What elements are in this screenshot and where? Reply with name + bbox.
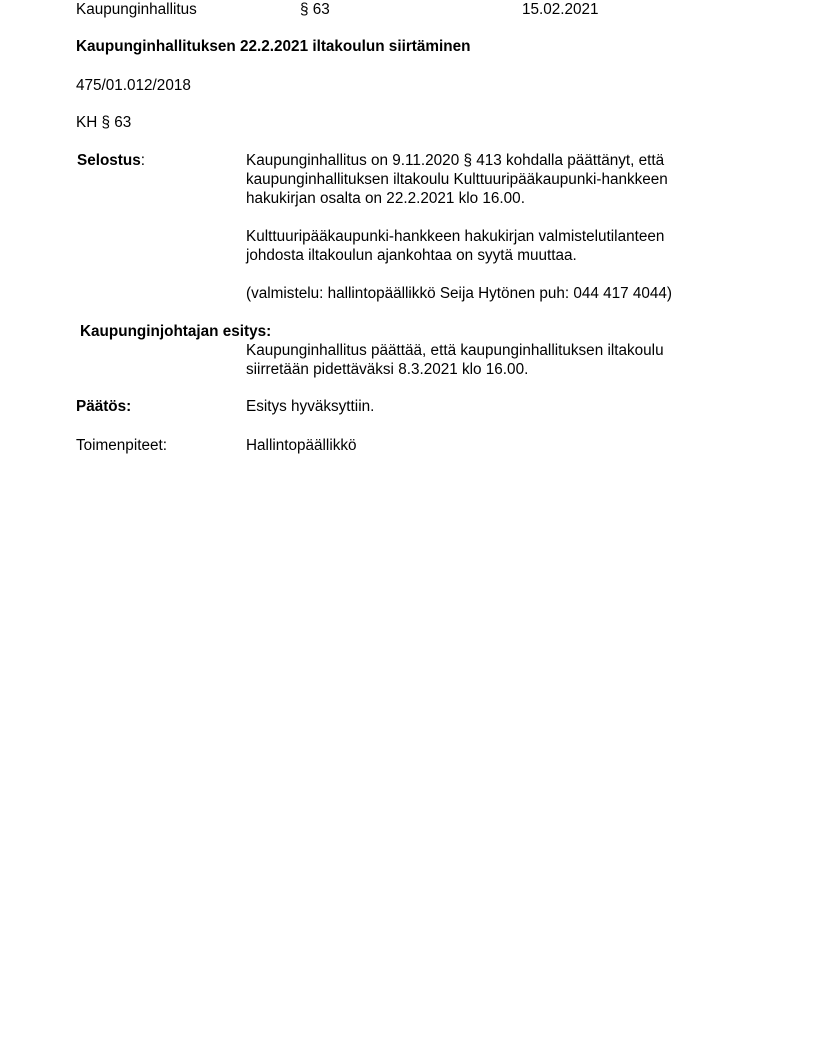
paatos-text: Esitys hyväksyttiin. <box>246 398 375 415</box>
text-line: Kaupunginhallitus päättää, että kaupunginhallituksen iltakoulu <box>246 342 664 359</box>
text-line: hakukirjan osalta on 22.2.2021 klo 16.00. <box>246 190 525 207</box>
selostus-colon: : <box>140 152 146 169</box>
paatos-label: Päätös: <box>76 398 132 415</box>
text-line: Kulttuuripääkaupunki-hankkeen hakukirjan valmistelutilanteen <box>246 228 665 245</box>
text-line: kaupunginhallituksen iltakoulu Kulttuuripääkaupunki-hankkeen <box>246 171 668 188</box>
text-line: Kaupunginhallitus on 9.11.2020 § 413 kohdalla päättänyt, että <box>246 152 665 169</box>
header-date: 15.02.2021 <box>522 1 599 18</box>
esitys-paragraph <box>246 341 664 379</box>
selostus-paragraph-1 <box>246 151 668 208</box>
toimenpiteet-text: Hallintopäällikkö <box>246 437 357 454</box>
kh-section: KH § 63 <box>76 114 132 131</box>
record-number: 475/01.012/2018 <box>76 77 191 94</box>
selostus-paragraph-2 <box>246 227 664 265</box>
esitys-label: Kaupunginjohtajan esitys: <box>80 323 272 340</box>
selostus-label: Selostus <box>77 152 141 169</box>
document-title: Kaupunginhallituksen 22.2.2021 iltakoulun siirtäminen <box>76 38 471 55</box>
text-line: siirretään pidettäväksi 8.3.2021 klo 16.00. <box>246 361 529 378</box>
selostus-label-row <box>77 151 145 170</box>
header-body: Kaupunginhallitus <box>76 1 197 18</box>
header-section: § 63 <box>300 1 330 18</box>
toimenpiteet-label: Toimenpiteet: <box>76 437 167 454</box>
text-line: johdosta iltakoulun ajankohtaa on syytä muuttaa. <box>246 247 577 264</box>
text-line: (valmistelu: hallintopäällikkö Seija Hytönen puh: 044 417 4044) <box>246 285 673 302</box>
selostus-paragraph-3 <box>246 284 672 303</box>
